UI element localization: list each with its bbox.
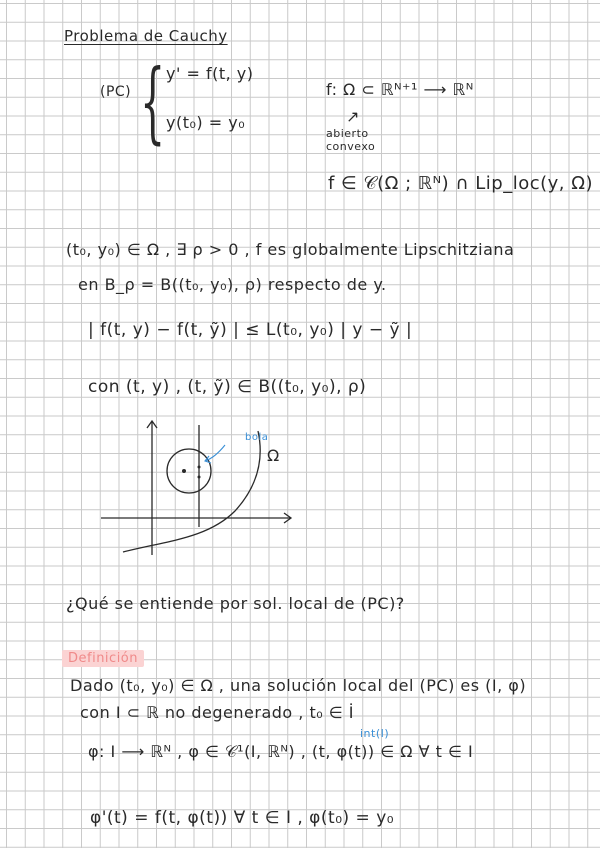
interior-note: int(I) [360,727,390,740]
point-y-tilde [198,476,201,479]
map-definition: f: Ω ⊂ ℝᴺ⁺¹ ⟶ ℝᴺ [326,80,474,99]
definition-line2: con I ⊂ ℝ no degenerado , t₀ ∈ İ [80,703,354,722]
center-point [182,469,186,473]
ode-equation: y' = f(t, y) [166,64,254,83]
lipschitz-condition-line2: en B_ρ = B((t₀, y₀), ρ) respecto de y. [78,275,387,294]
final-equation: φ'(t) = f(t, φ(t)) ∀ t ∈ I , φ(t₀) = y₀ [90,808,395,828]
ball-circle [167,449,211,493]
function-class: f ∈ 𝒞(Ω ; ℝᴺ) ∩ Lip_loc(y, Ω) [328,173,594,194]
definition-line3: φ: I ⟶ ℝᴺ , φ ∈ 𝒞¹(I, ℝᴺ) , (t, φ(t)) ∈ Ω ∀ t ∈ I [88,742,474,761]
initial-condition: y(t₀) = y₀ [166,113,246,132]
domain-sketch [95,415,315,565]
lipschitz-condition-line1: (t₀, y₀) ∈ Ω , ∃ ρ > 0 , f es globalmente Lipschitziana [66,240,515,259]
bola-arrow [205,445,225,461]
question: ¿Qué se entiende por sol. local de (PC)? [66,594,405,613]
ball-condition: con (t, y) , (t, ỹ) ∈ B((t₀, y₀), ρ) [88,377,367,397]
omega-label: Ω [267,446,280,465]
definition-line1: Dado (t₀, y₀) ∈ Ω , una solución local del (PC) es (I, φ) [70,676,527,695]
system-brace: { [140,50,166,153]
pc-label: (PC) [100,84,132,100]
annotation-arrow: ↗ [346,107,360,126]
point-y [198,466,201,469]
lipschitz-inequality: | f(t, y) − f(t, ỹ) | ≤ L(t₀, y₀) | y − ỹ | [88,320,413,340]
bola-label: bola [245,432,269,443]
domain-annotation: abierto convexo [326,127,376,153]
definition-badge: Definición [62,650,144,667]
page-title: Problema de Cauchy [64,27,228,45]
